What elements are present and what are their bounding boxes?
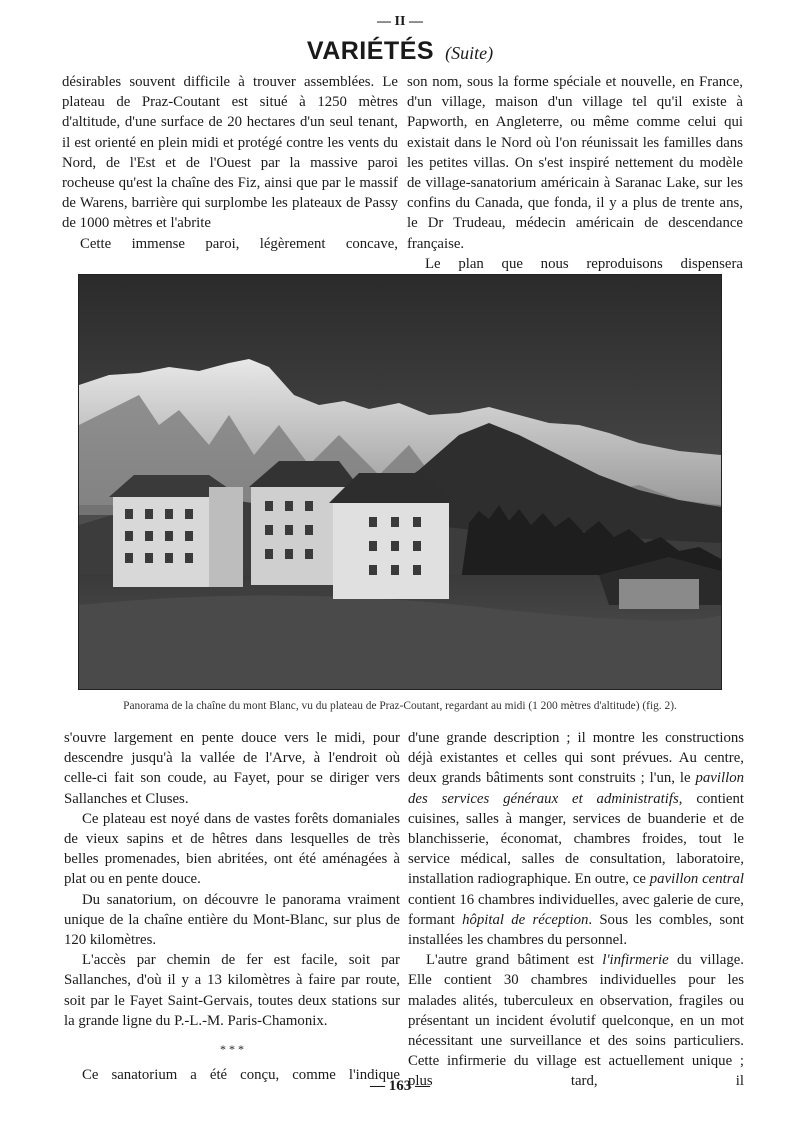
figure-caption: Panorama de la chaîne du mont Blanc, vu du plateau de Praz-Coutant, regardant au midi (1 200 mètres d'altitude) (fig. 2). [123,700,677,712]
section-separator: * * * [220,1042,244,1057]
column-top-right [407,72,743,274]
paragraph: L'accès par chemin de fer est facile, soit par Sallanches, d'où il y a 13 kilomètres à faire par route, soit par le Fayet Saint-Gervais, toutes deux stations sur la grande ligne du P.-L.-M. Paris-Chamonix. [64,952,400,1029]
paragraph: Le plan que nous reproduisons dispensera [425,255,743,272]
emphasis: hôpital de réception [462,911,589,928]
column-bottom-left [64,728,400,1085]
paragraph: Ce sanatorium a été conçu, comme l'indique [82,1067,400,1084]
text-run: d'une grande description ; il montre les constructions déjà existantes et celles qui sont prévues. Au centre, deux grands bâtiments sont construits ; l'un, le [408,730,744,787]
text-run: . Sous les combles, sont installées les chambres du personnel. [408,911,744,949]
section-title: VARIÉTÉS [306,37,435,65]
emphasis: pavillon central [649,871,745,888]
text-run: contient 16 chambres individuelles, avec galerie de cure, formant [408,891,744,928]
paragraph: désirables souvent difficile à trouver assemblées. Le plateau de Praz-Coutant est situé à 1250 mètres d'altitude, d'une surface de 20 hectares d'un seul tenant, il est orienté en plein midi et protégé contre les vents du Nord, de l'Est et de l'Ouest par la massive paroi rocheuse qu'est la chaîne des Fiz, ainsi que par le massif de Warens, barrière qui surplombe les plateaux de Passy de 1000 mètres et l'abrite [62,74,398,232]
mont-blanc-panorama-image [79,275,721,689]
page-top-marker: — II — [377,14,423,29]
paragraph: son nom, sous la forme spéciale et nouvelle, en France, d'un village, maison d'un village tel qu'il existe à Papworth, en Angleterre, ou même comme celui qui existait dans le Nord où l'on réunissait les familles dans les petites villas. On s'est inspiré nettement du modèle de village-sanatorium américain à Saranac Lake, sur les confins du Canada, que fonda, il y a plus de trente ans, le Dr Trudeau, médecin américain de descendance française. [407,74,743,252]
paragraph: Ce plateau est noyé dans de vastes forêts domaniales de vieux sapins et de hêtres dans lesquelles de très belles promenades, bien abritées, ont été aménagées à plat ou en pente douce. [64,810,400,888]
paragraph: Du sanatorium, on découvre le panorama vraiment unique de la chaîne entière du Mont-Blanc, sur plus de 120 kilomètres. [64,891,400,949]
emphasis: pavillon des services généraux et administratifs [408,770,744,807]
section-heading [0,36,800,69]
text-run: du village. Elle contient 30 chambres individuelles pour les malades alités, tuberculeux en observation, fragiles ou présentant un incident évolutif quelconque, en un mot nécessitant une surveillance et des soins particuliers. Cette infirmerie du village est actuellement unique ; plus tard, il [408,952,744,1090]
column-top-left [62,72,398,254]
text-run: , contient cuisines, salles à manger, services de buanderie et de blanchisserie, économat, chambres froides, tout le service médical, salles de consultation, laboratoire, installation radiographique. En outre, ce [408,790,745,888]
paragraph [408,950,744,1091]
section-subtitle: (Suite) [445,43,494,63]
paragraph [408,728,744,950]
text-run: L'autre grand bâtiment est [426,952,603,969]
paragraph: s'ouvre largement en pente douce vers le midi, pour descendre jusqu'à la vallée de l'Arve, à l'endroit où celle-ci fait son coude, au Fayet, pour se diriger vers Sallanches et Cluses. [64,730,400,807]
page-number: — 163 — [370,1078,430,1094]
paragraph: Cette immense paroi, légèrement concave, [80,235,398,252]
emphasis: l'infirmerie [602,952,669,969]
column-bottom-right [408,728,744,1092]
panorama-photo [78,274,722,690]
